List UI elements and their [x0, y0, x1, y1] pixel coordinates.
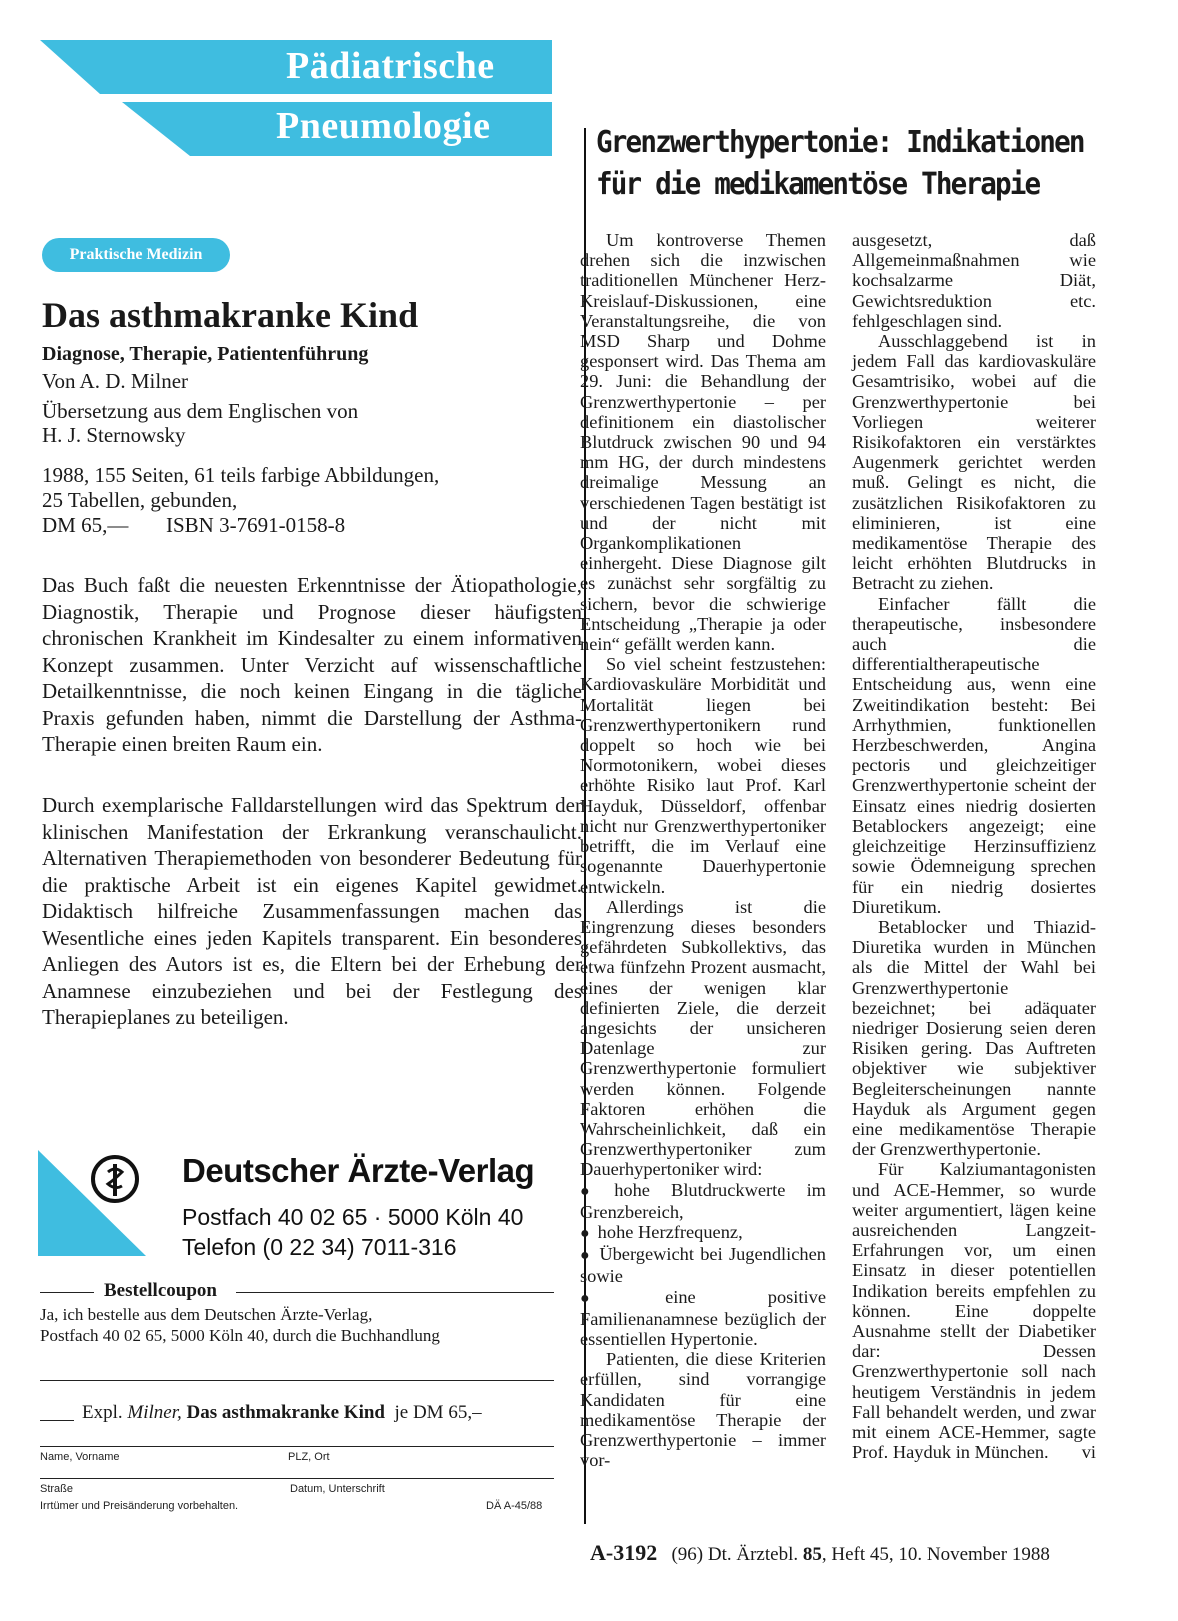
name-field-line[interactable] [40, 1446, 554, 1447]
article-title [596, 122, 1111, 206]
book-subtitle: Diagnose, Therapie, Patientenführung [42, 343, 369, 365]
publisher-address: Postfach 40 02 65 · 5000 Köln 40 [182, 1204, 524, 1230]
article-paragraph: So viel scheint festzustehen: Kardiovaskuläre Morbidität und Mortalität liegen bei Grenzwerthypertonikern rund doppelt so hoch wie bei Normotonikern, wobei dieses erhöhte Risiko laut Prof. Karl Hayduk, Düsseldorf, offenbar nicht nur Grenzwerthypertoniker betrifft, die im Verlauf eine sogenannte Dauerhypertonie entwickeln. [580, 654, 826, 897]
article-title-line2: für die medikamentöse Therapie [596, 167, 1040, 202]
journal-issue: Heft 45, 10. November 1988 [831, 1544, 1050, 1565]
coupon-text-line2: Postfach 40 02 65, 5000 Köln 40, durch die Buchhandlung [40, 1326, 440, 1345]
article-paragraph [852, 1159, 1096, 1462]
author-signature: vi [1081, 1442, 1096, 1463]
coupon-code: DÄ A-45/88 [486, 1500, 543, 1512]
book-isbn: ISBN 3-7691-0158-8 [166, 513, 346, 537]
book-author: Von A. D. Milner [42, 369, 189, 393]
article-paragraph: Um kontroverse Themen drehen sich die inzwischen traditionellen Münchener Herz-Kreislauf-Diskussionen, eine Veranstaltungsreihe, die von MSD Sharp und Dohme gesponsert wird. Das Thema am 29. Juni: die Behandlung der Grenzwerthypertonie – per definitionem ein diastolischer Blutdruck zwischen 90 und 94 mm HG, der durch mindestens dreimalige Messung an verschiedenen Tagen bestätigt ist und der nicht mit Organkomplikationen einhergeht. Diese Diagnose gilt es zunächst sehr sorgfältig zu sichern, bevor die schwierige Entscheidung „Therapie ja oder nein“ gefällt werden kann. [580, 230, 826, 655]
article-paragraph: Einfacher fällt die therapeutische, insbesondere auch die differentialtherapeutische Entscheidung aus, wenn eine Zweitindikation besteht: Bei Arrhythmien, funktionellen Herzbeschwerden, Angina pectoris und gleichzeitiger Grenzwerthypertonie scheint der Einsatz eines niedrig dosierten Betablockers angezeigt; eine gleichzeitige Herzinsuffizienz sowie Ödemneigung sprechen für ein niedrig dosiertes Diuretikum. [852, 593, 1096, 917]
order-prefix: Expl. [82, 1402, 123, 1423]
article-paragraph: Ausschlaggebend ist in jedem Fall das kardiovaskuläre Gesamtrisiko, wobei auf die Grenzwerthypertonie bei Vorliegen weiterer Risikofaktoren ein verstärktes Augenmerk gerichtet werden muß. Gelingt es nicht, die zusätzlichen Risikofaktoren zu eliminieren, ist eine medikamentöse Therapie des leicht erhöhten Blutdrucks in Betracht zu ziehen. [852, 331, 1096, 594]
publisher-phone: Telefon (0 22 34) 7011-316 [182, 1234, 457, 1260]
article-column-2 [852, 230, 1096, 1462]
page-number: (96) [671, 1544, 704, 1565]
article-column-1 [580, 230, 826, 1470]
book-details-line2: 25 Tabellen, gebunden, [42, 488, 238, 512]
banner-title-line1: Pädiatrische [286, 45, 495, 87]
field-name-label: Name, Vorname [40, 1451, 120, 1463]
book-price: DM 65,— [42, 513, 129, 537]
coupon-disclaimer: Irrtümer und Preisänderung vorbehalten. [40, 1500, 239, 1512]
book-description-paragraph-2: Durch exemplarische Falldarstellungen wird das Spektrum der klinischen Manifestation der Erkrankung veranschaulicht. Alternativen Therapiemethoden von besonderer Bedeutung für die praktische Arbeit ist ein eigenes Kapitel gewidmet. Didaktisch hilfreiche Zusammenfassungen machen das Wesentliche eines jeden Kapitels transparent. Ein besonderes Anliegen des Autors ist es, die Eltern bei der Erhebung der Anamnese einzubeziehen und bei der Festlegung des Therapieplanes zu beteiligen. [42, 793, 582, 1029]
journal-name: Dt. Ärztebl. [707, 1544, 799, 1565]
book-description-paragraph-1: Das Buch faßt die neuesten Erkenntnisse der Ätiopathologie, Diagnostik, Therapie und Prognose dieser häufigsten chronischen Krankheit im Kindesalter zu einem informativen Konzept zusammen. Unter Verzicht auf wissenschaftliche Detailkenntnisse, die noch keinen Eingang in die tägliche Praxis gefunden haben, nimmt die Darstellung der Asthma-Therapie einen breiten Raum ein. [42, 573, 582, 756]
field-plz-label: PLZ, Ort [288, 1451, 330, 1463]
article-paragraph: ausgesetzt, daß Allgemeinmaßnahmen wie kochsalzarme Diät, Gewichtsreduktion etc. fehlgeschlagen sind. [852, 230, 1096, 331]
order-price: je DM 65,– [394, 1402, 482, 1423]
publisher-logo-icon [88, 1152, 142, 1206]
article-title-line1: Grenzwerthypertonie: Indikationen [596, 125, 1084, 160]
coupon-heading: Bestellcoupon [104, 1280, 217, 1301]
order-title: Das asthmakranke Kind [186, 1402, 385, 1423]
book-title: Das asthmakranke Kind [42, 295, 419, 335]
book-translation-line2: H. J. Sternowsky [42, 423, 186, 447]
book-details-line1: 1988, 155 Seiten, 61 teils farbige Abbildungen, [42, 463, 440, 487]
coupon-text-line1: Ja, ich bestelle aus dem Deutschen Ärzte-Verlag, [40, 1305, 373, 1324]
field-date-label: Datum, Unterschrift [290, 1483, 385, 1495]
article-paragraph: Allerdings ist die Eingrenzung dieses besonders gefährdeten Subkollektivs, das etwa fünfzehn Prozent ausmacht, eines der wenigen klar definierten Ziele, die derzeit angesichts der unsicheren Datenlage zur Grenzwerthypertonie formuliert werden können. Folgende Faktoren erhöhen die Wahrscheinlichkeit, daß ein Grenzwerthypertoniker zum Dauerhypertoniker wird: [580, 896, 826, 1180]
coupon-divider [40, 1380, 554, 1381]
coupon-order-line [82, 1402, 482, 1424]
quantity-blank[interactable] [40, 1420, 74, 1421]
article-paragraph: Betablocker und Thiazid-Diuretika wurden in München als die Mittel der Wahl bei Grenzwerthypertonie bezeichnet; bei adäquater niedriger Dosierung seien deren Risiken gering. Das Auftreten objektiver wie subjektiver Begleiterscheinungen nannte Hayduk als Argument gegen eine medikamentöse Therapie der Grenzwerthypertonie. [852, 916, 1096, 1160]
street-field-line[interactable] [40, 1478, 554, 1479]
risk-factor-item: ● eine positive Familienanamnese bezüglich der essentiellen Hypertonie. [580, 1287, 826, 1350]
book-translation-line1: Übersetzung aus dem Englischen von [42, 399, 359, 423]
coupon-rule-left [40, 1292, 94, 1293]
order-author: Milner, [127, 1402, 182, 1423]
risk-factor-item: ● hohe Herzfrequenz, [580, 1222, 826, 1244]
article-paragraph-text: Für Kalziumantagonisten und ACE-Hemmer, so wurde weiter argumentiert, lägen keine ausreichenden Langzeit-Erfahrungen vor, um einen Einsatz in dieser potentiellen Indikation bereits empfehlen zu können. Eine doppelte Ausnahme stellt der Diabetiker dar: Dessen Grenzwerthypertonie soll nach heutigem Verständnis in jedem Fall behandelt werden, und zwar mit einem ACE-Hemmer, sagte Prof. Hayduk in München. [852, 1159, 1096, 1463]
page-code: A-3192 [590, 1540, 658, 1565]
field-street-label: Straße [40, 1483, 74, 1495]
risk-factor-item: ● Übergewicht bei Jugendlichen sowie [580, 1244, 826, 1286]
coupon-rule-right [236, 1292, 554, 1293]
journal-volume: 85 [802, 1544, 822, 1565]
article-paragraph: Patienten, die diese Kriterien erfüllen, sind vorrangige Kandidaten für eine medikamentöse Therapie der Grenzwerthypertonie – immer vor- [580, 1349, 826, 1471]
page-footer: A-3192 (96) Dt. Ärztebl. 85, Heft 45, 10. November 1988 [590, 1540, 1050, 1565]
risk-factor-item: ● hohe Blutdruckwerte im Grenzbereich, [580, 1180, 826, 1222]
publisher-name: Deutscher Ärzte-Verlag [182, 1152, 535, 1189]
banner-title-line2: Pneumologie [276, 105, 491, 147]
category-badge: Praktische Medizin [42, 238, 230, 272]
